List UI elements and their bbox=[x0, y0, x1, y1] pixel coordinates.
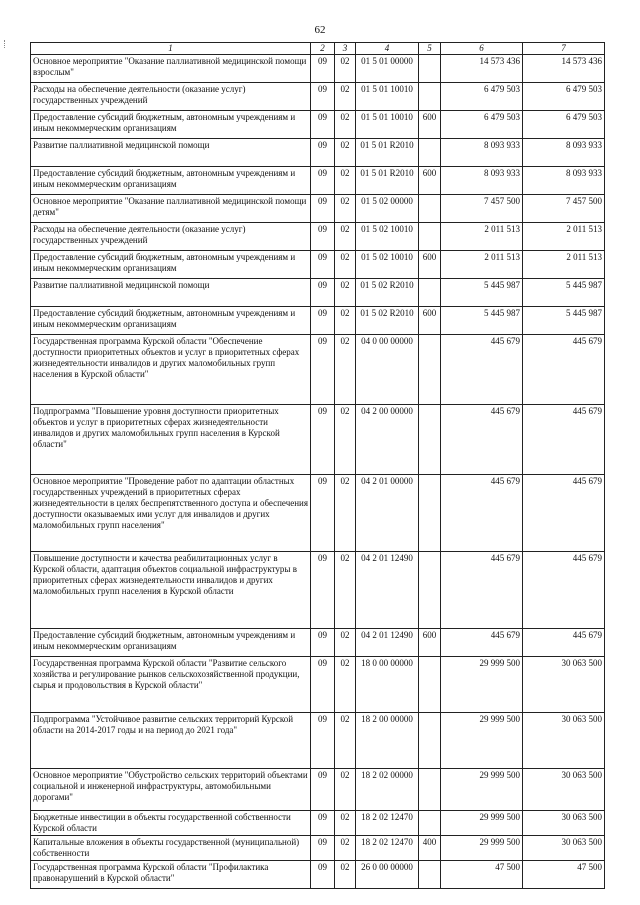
row-expense-type bbox=[419, 552, 441, 629]
row-amount-year-2: 8 093 933 bbox=[523, 139, 605, 167]
table-row bbox=[31, 405, 605, 475]
table-row bbox=[31, 769, 605, 811]
row-name: Основное мероприятие "Обустройство сельских территорий объектами социальной и инженерной инфраструктуры, автомобильными дорогами" bbox=[31, 769, 311, 811]
row-section-code: 09 bbox=[311, 195, 335, 223]
table-body bbox=[31, 55, 605, 889]
row-amount-year-2: 445 679 bbox=[523, 552, 605, 629]
row-section-code: 09 bbox=[311, 475, 335, 552]
row-name: Основное мероприятие "Оказание паллиативной медицинской помощи взрослым" bbox=[31, 55, 311, 83]
row-target-article: 01 5 02 10010 bbox=[356, 223, 419, 251]
row-amount-year-2: 47 500 bbox=[523, 861, 605, 889]
row-subsection-code: 02 bbox=[335, 713, 356, 769]
header-col-1: 1 bbox=[31, 43, 311, 55]
row-name: Предоставление субсидий бюджетным, автономным учреждениям и иным некоммерческим организациям bbox=[31, 251, 311, 279]
scan-edge-mark bbox=[4, 40, 6, 48]
row-amount-year-2: 30 063 500 bbox=[523, 713, 605, 769]
row-target-article: 18 2 02 00000 bbox=[356, 769, 419, 811]
row-target-article: 01 5 01 10010 bbox=[356, 111, 419, 139]
row-amount-year-2: 30 063 500 bbox=[523, 657, 605, 713]
row-name: Основное мероприятие "Оказание паллиативной медицинской помощи детям" bbox=[31, 195, 311, 223]
table-row bbox=[31, 629, 605, 657]
row-expense-type bbox=[419, 195, 441, 223]
row-section-code: 09 bbox=[311, 223, 335, 251]
table-row bbox=[31, 167, 605, 195]
table-row bbox=[31, 475, 605, 552]
row-amount-year-2: 30 063 500 bbox=[523, 769, 605, 811]
row-expense-type bbox=[419, 139, 441, 167]
row-target-article: 01 5 01 00000 bbox=[356, 55, 419, 83]
row-amount-year-1: 29 999 500 bbox=[441, 811, 523, 836]
row-section-code: 09 bbox=[311, 405, 335, 475]
table-row bbox=[31, 251, 605, 279]
row-expense-type: 600 bbox=[419, 629, 441, 657]
row-subsection-code: 02 bbox=[335, 836, 356, 861]
row-amount-year-1: 8 093 933 bbox=[441, 139, 523, 167]
row-expense-type bbox=[419, 657, 441, 713]
row-section-code: 09 bbox=[311, 657, 335, 713]
row-target-article: 18 2 02 12470 bbox=[356, 836, 419, 861]
table-row bbox=[31, 335, 605, 405]
row-target-article: 18 0 00 00000 bbox=[356, 657, 419, 713]
row-subsection-code: 02 bbox=[335, 861, 356, 889]
row-expense-type: 600 bbox=[419, 251, 441, 279]
row-section-code: 09 bbox=[311, 861, 335, 889]
row-amount-year-2: 8 093 933 bbox=[523, 167, 605, 195]
row-amount-year-1: 445 679 bbox=[441, 405, 523, 475]
row-amount-year-1: 2 011 513 bbox=[441, 251, 523, 279]
row-section-code: 09 bbox=[311, 279, 335, 307]
row-name: Повышение доступности и качества реабилитационных услуг в Курской области, адаптация объектов социальной инфраструктуры в приоритетных сферах жизнедеятельности инвалидов и других маломобильных групп населения в Курской области bbox=[31, 552, 311, 629]
row-expense-type bbox=[419, 713, 441, 769]
row-target-article: 01 5 02 00000 bbox=[356, 195, 419, 223]
row-section-code: 09 bbox=[311, 55, 335, 83]
table-row bbox=[31, 861, 605, 889]
row-section-code: 09 bbox=[311, 335, 335, 405]
row-subsection-code: 02 bbox=[335, 83, 356, 111]
row-name: Предоставление субсидий бюджетным, автономным учреждениям и иным некоммерческим организациям bbox=[31, 111, 311, 139]
row-subsection-code: 02 bbox=[335, 251, 356, 279]
row-target-article: 04 0 00 00000 bbox=[356, 335, 419, 405]
row-target-article: 18 2 00 00000 bbox=[356, 713, 419, 769]
row-name: Капитальные вложения в объекты государственной (муниципальной) собственности bbox=[31, 836, 311, 861]
table-row bbox=[31, 307, 605, 335]
row-name: Основное мероприятие "Проведение работ по адаптации областных государственных учреждений в приоритетных сферах жизнедеятельности в целях беспрепятственного доступа и обеспечения доступности оказываемых ими услуг для инвалидов и других маломобильных групп населения" bbox=[31, 475, 311, 552]
row-section-code: 09 bbox=[311, 167, 335, 195]
row-subsection-code: 02 bbox=[335, 55, 356, 83]
row-amount-year-2: 2 011 513 bbox=[523, 251, 605, 279]
row-expense-type: 600 bbox=[419, 167, 441, 195]
page-number: 62 bbox=[314, 24, 326, 36]
table-row bbox=[31, 279, 605, 307]
row-subsection-code: 02 bbox=[335, 552, 356, 629]
row-target-article: 01 5 01 10010 bbox=[356, 83, 419, 111]
row-amount-year-2: 5 445 987 bbox=[523, 279, 605, 307]
row-expense-type bbox=[419, 769, 441, 811]
row-amount-year-1: 29 999 500 bbox=[441, 713, 523, 769]
row-name: Подпрограмма "Устойчивое развитие сельских территорий Курской области на 2014-2017 годы и на период до 2021 года" bbox=[31, 713, 311, 769]
row-amount-year-2: 445 679 bbox=[523, 335, 605, 405]
header-col-3: 3 bbox=[335, 43, 356, 55]
row-subsection-code: 02 bbox=[335, 195, 356, 223]
row-amount-year-2: 14 573 436 bbox=[523, 55, 605, 83]
row-section-code: 09 bbox=[311, 139, 335, 167]
row-amount-year-2: 30 063 500 bbox=[523, 836, 605, 861]
row-amount-year-1: 6 479 503 bbox=[441, 83, 523, 111]
header-col-6: 6 bbox=[441, 43, 523, 55]
row-subsection-code: 02 bbox=[335, 811, 356, 836]
row-amount-year-2: 5 445 987 bbox=[523, 307, 605, 335]
row-expense-type bbox=[419, 83, 441, 111]
row-subsection-code: 02 bbox=[335, 475, 356, 552]
row-subsection-code: 02 bbox=[335, 657, 356, 713]
row-target-article: 18 2 02 12470 bbox=[356, 811, 419, 836]
row-target-article: 26 0 00 00000 bbox=[356, 861, 419, 889]
row-amount-year-1: 29 999 500 bbox=[441, 836, 523, 861]
row-expense-type bbox=[419, 475, 441, 552]
header-col-5: 5 bbox=[419, 43, 441, 55]
row-amount-year-1: 8 093 933 bbox=[441, 167, 523, 195]
row-amount-year-2: 445 679 bbox=[523, 405, 605, 475]
row-expense-type: 600 bbox=[419, 307, 441, 335]
row-amount-year-1: 6 479 503 bbox=[441, 111, 523, 139]
row-section-code: 09 bbox=[311, 836, 335, 861]
row-name: Предоставление субсидий бюджетным, автономным учреждениям и иным некоммерческим организациям bbox=[31, 629, 311, 657]
row-name: Подпрограмма "Повышение уровня доступности приоритетных объектов и услуг в приоритетных сферах жизнедеятельности инвалидов и других маломобильных групп населения в Курской области" bbox=[31, 405, 311, 475]
table-header-row bbox=[31, 43, 605, 55]
row-name: Предоставление субсидий бюджетным, автономным учреждениям и иным некоммерческим организациям bbox=[31, 167, 311, 195]
row-name: Государственная программа Курской области "Развитие сельского хозяйства и регулирование рынков сельскохозяйственной продукции, сырья и продовольствия в Курской области" bbox=[31, 657, 311, 713]
row-section-code: 09 bbox=[311, 251, 335, 279]
table-row bbox=[31, 657, 605, 713]
row-expense-type bbox=[419, 279, 441, 307]
header-col-4: 4 bbox=[356, 43, 419, 55]
row-name: Развитие паллиативной медицинской помощи bbox=[31, 279, 311, 307]
row-amount-year-1: 2 011 513 bbox=[441, 223, 523, 251]
row-name: Развитие паллиативной медицинской помощи bbox=[31, 139, 311, 167]
row-amount-year-1: 29 999 500 bbox=[441, 657, 523, 713]
row-subsection-code: 02 bbox=[335, 139, 356, 167]
row-target-article: 01 5 02 R2010 bbox=[356, 307, 419, 335]
row-name: Бюджетные инвестиции в объекты государственной собственности Курской области bbox=[31, 811, 311, 836]
row-amount-year-1: 14 573 436 bbox=[441, 55, 523, 83]
table-row bbox=[31, 223, 605, 251]
row-amount-year-2: 445 679 bbox=[523, 629, 605, 657]
row-amount-year-2: 445 679 bbox=[523, 475, 605, 552]
table-row bbox=[31, 836, 605, 861]
row-subsection-code: 02 bbox=[335, 167, 356, 195]
row-target-article: 04 2 01 12490 bbox=[356, 552, 419, 629]
row-amount-year-2: 2 011 513 bbox=[523, 223, 605, 251]
row-section-code: 09 bbox=[311, 83, 335, 111]
row-target-article: 01 5 01 R2010 bbox=[356, 139, 419, 167]
row-expense-type bbox=[419, 223, 441, 251]
row-expense-type bbox=[419, 335, 441, 405]
header-col-7: 7 bbox=[523, 43, 605, 55]
row-subsection-code: 02 bbox=[335, 405, 356, 475]
row-amount-year-1: 47 500 bbox=[441, 861, 523, 889]
row-expense-type bbox=[419, 811, 441, 836]
row-amount-year-1: 5 445 987 bbox=[441, 279, 523, 307]
row-section-code: 09 bbox=[311, 769, 335, 811]
row-amount-year-1: 445 679 bbox=[441, 629, 523, 657]
row-amount-year-1: 7 457 500 bbox=[441, 195, 523, 223]
table-row bbox=[31, 139, 605, 167]
row-expense-type bbox=[419, 55, 441, 83]
row-section-code: 09 bbox=[311, 552, 335, 629]
row-expense-type bbox=[419, 405, 441, 475]
row-subsection-code: 02 bbox=[335, 307, 356, 335]
table-row bbox=[31, 83, 605, 111]
row-target-article: 01 5 02 10010 bbox=[356, 251, 419, 279]
row-section-code: 09 bbox=[311, 307, 335, 335]
row-amount-year-2: 7 457 500 bbox=[523, 195, 605, 223]
row-amount-year-1: 29 999 500 bbox=[441, 769, 523, 811]
row-subsection-code: 02 bbox=[335, 223, 356, 251]
table-row bbox=[31, 55, 605, 83]
row-section-code: 09 bbox=[311, 111, 335, 139]
row-section-code: 09 bbox=[311, 629, 335, 657]
row-name: Государственная программа Курской области "Обеспечение доступности приоритетных объектов и услуг в приоритетных сферах жизнедеятельности инвалидов и других маломобильных групп населения в Курской области" bbox=[31, 335, 311, 405]
row-name: Расходы на обеспечение деятельности (оказание услуг) государственных учреждений bbox=[31, 83, 311, 111]
header-col-2: 2 bbox=[311, 43, 335, 55]
row-amount-year-1: 445 679 bbox=[441, 335, 523, 405]
row-amount-year-2: 30 063 500 bbox=[523, 811, 605, 836]
row-section-code: 09 bbox=[311, 811, 335, 836]
table-row bbox=[31, 111, 605, 139]
table-row bbox=[31, 713, 605, 769]
row-amount-year-2: 6 479 503 bbox=[523, 83, 605, 111]
row-section-code: 09 bbox=[311, 713, 335, 769]
table-row bbox=[31, 195, 605, 223]
row-name: Расходы на обеспечение деятельности (оказание услуг) государственных учреждений bbox=[31, 223, 311, 251]
row-target-article: 04 2 00 00000 bbox=[356, 405, 419, 475]
row-expense-type: 600 bbox=[419, 111, 441, 139]
row-target-article: 01 5 01 R2010 bbox=[356, 167, 419, 195]
row-target-article: 04 2 01 00000 bbox=[356, 475, 419, 552]
budget-table bbox=[30, 42, 605, 889]
row-name: Предоставление субсидий бюджетным, автономным учреждениям и иным некоммерческим организациям bbox=[31, 307, 311, 335]
row-subsection-code: 02 bbox=[335, 769, 356, 811]
row-subsection-code: 02 bbox=[335, 629, 356, 657]
row-subsection-code: 02 bbox=[335, 335, 356, 405]
row-amount-year-2: 6 479 503 bbox=[523, 111, 605, 139]
row-target-article: 01 5 02 R2010 bbox=[356, 279, 419, 307]
row-expense-type bbox=[419, 861, 441, 889]
row-amount-year-1: 445 679 bbox=[441, 552, 523, 629]
row-target-article: 04 2 01 12490 bbox=[356, 629, 419, 657]
row-name: Государственная программа Курской области "Профилактика правонарушений в Курской области" bbox=[31, 861, 311, 889]
row-amount-year-1: 445 679 bbox=[441, 475, 523, 552]
row-subsection-code: 02 bbox=[335, 111, 356, 139]
table-row bbox=[31, 552, 605, 629]
row-expense-type: 400 bbox=[419, 836, 441, 861]
row-subsection-code: 02 bbox=[335, 279, 356, 307]
table-row bbox=[31, 811, 605, 836]
row-amount-year-1: 5 445 987 bbox=[441, 307, 523, 335]
